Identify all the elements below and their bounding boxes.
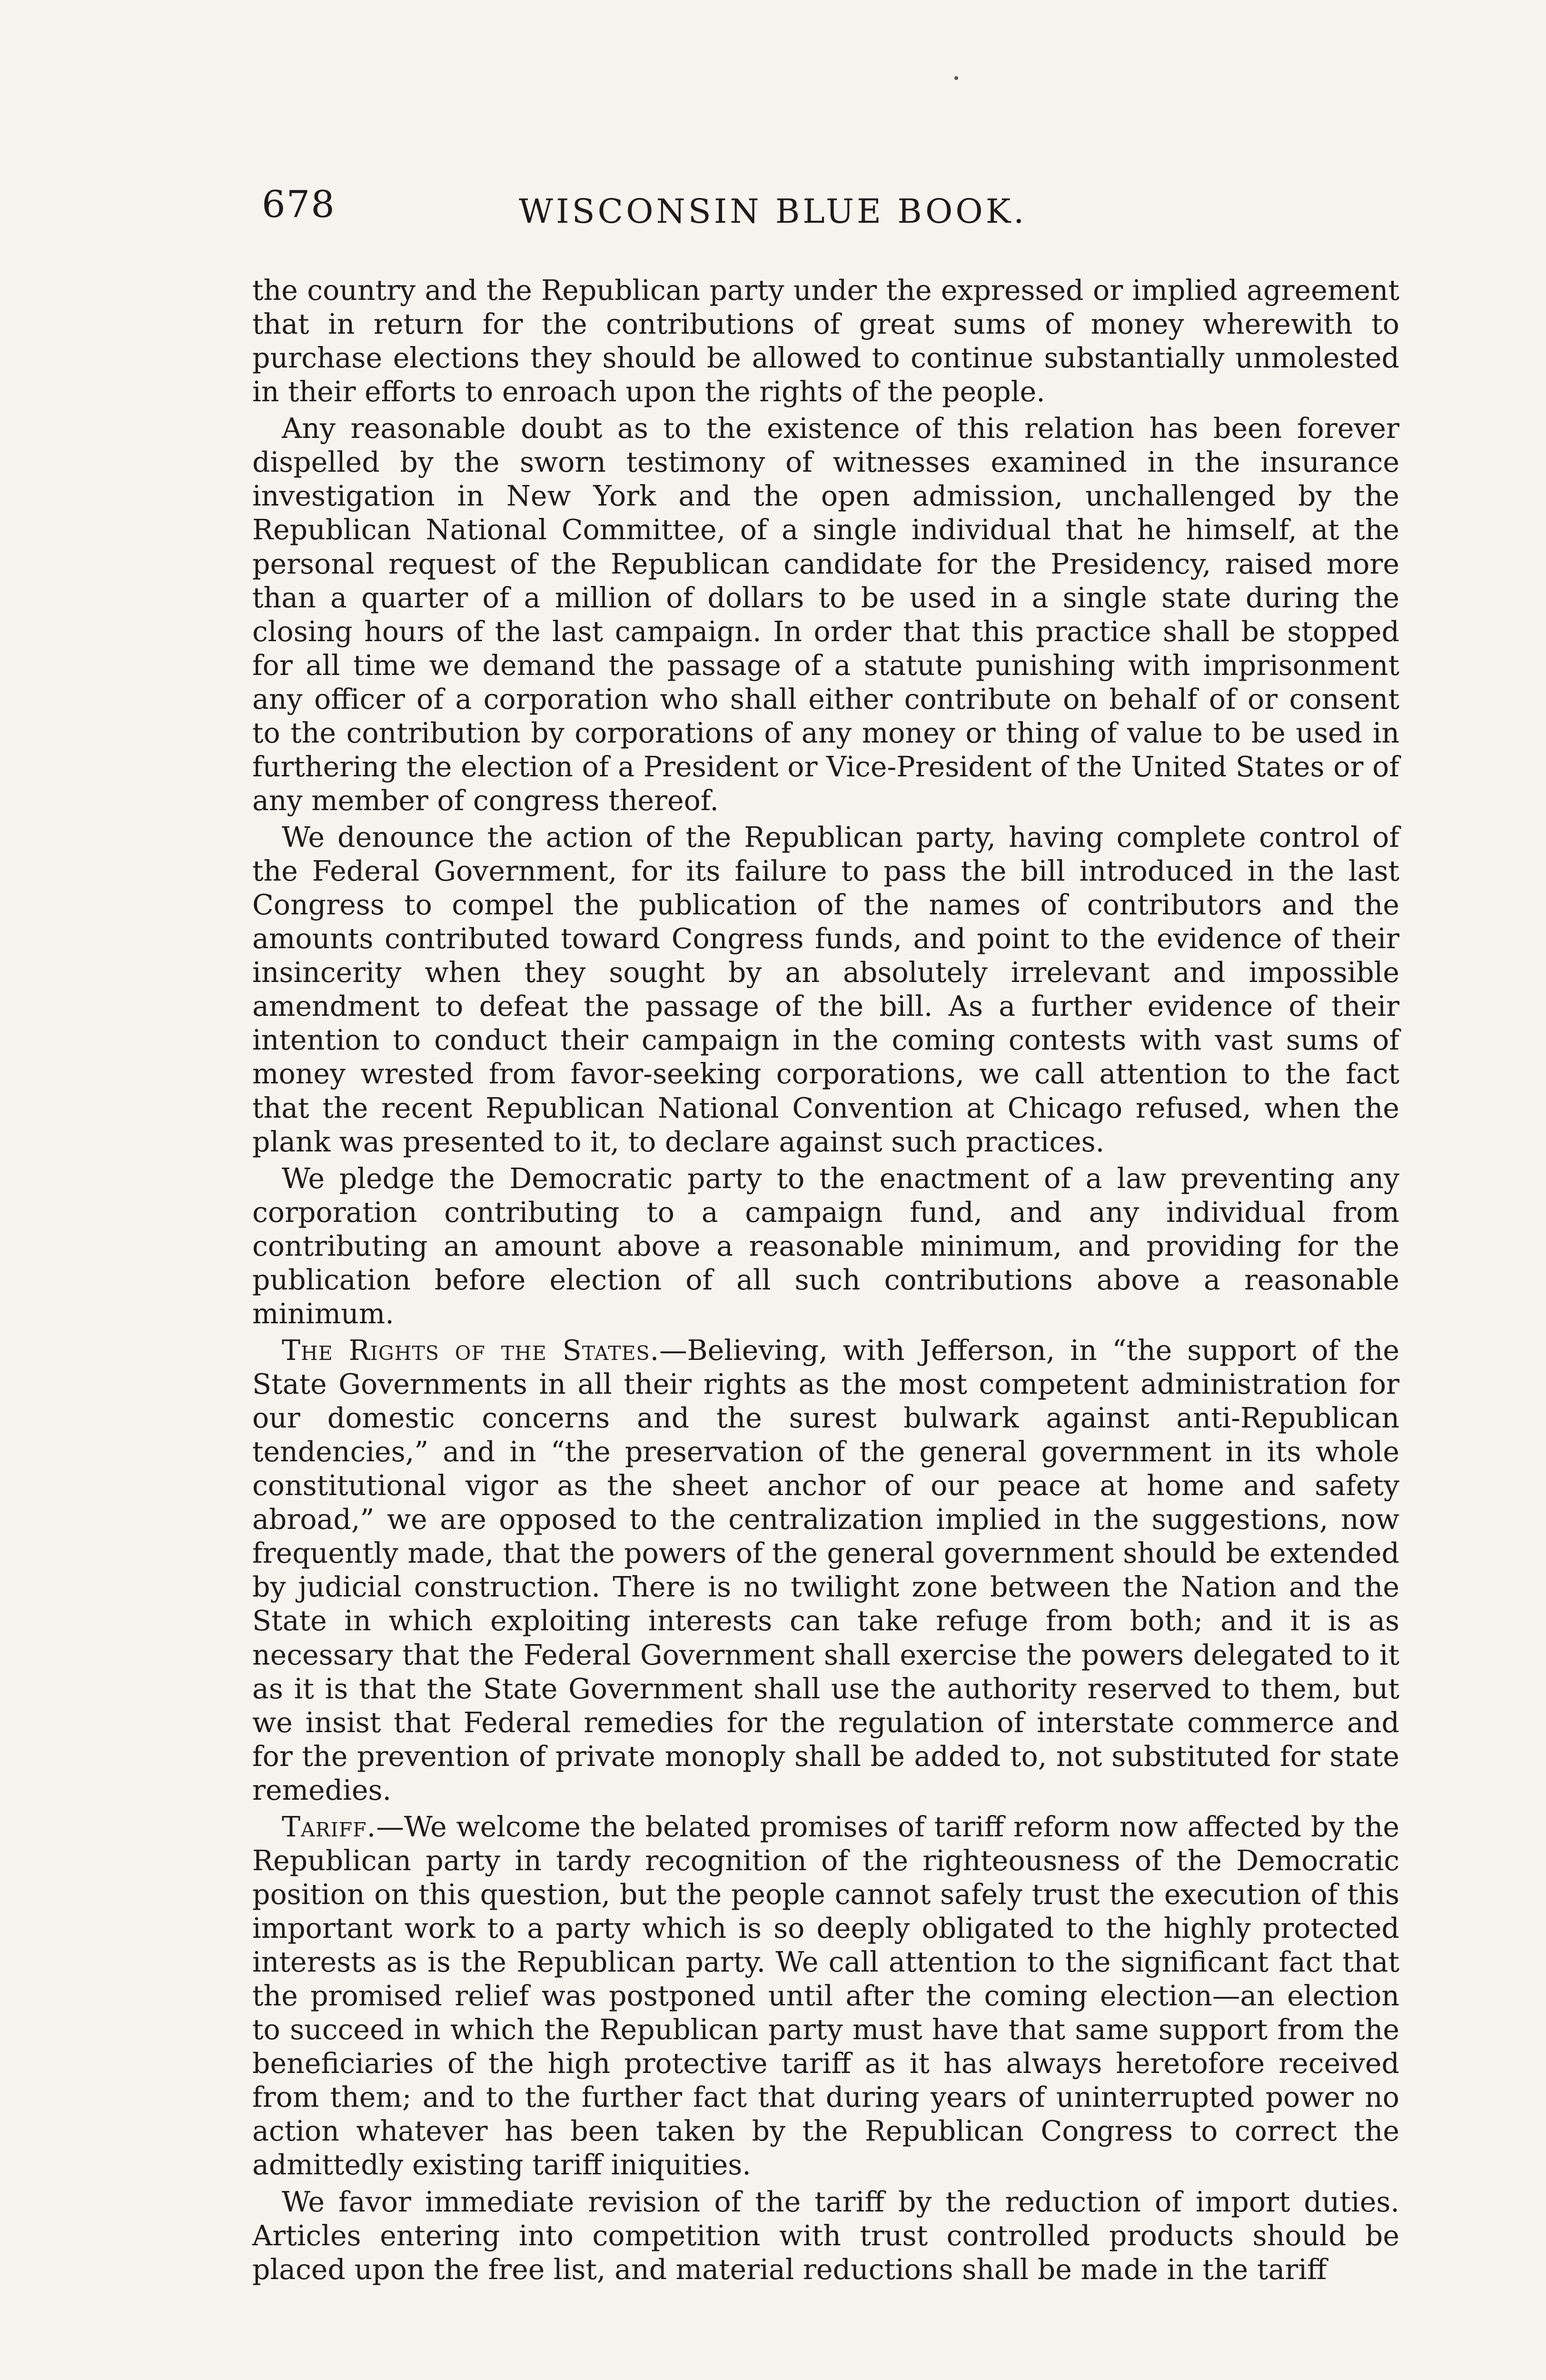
- section-heading: Tariff.: [282, 1810, 377, 1843]
- paragraph: [252, 1162, 1399, 1331]
- paragraph-text: —Believing, with Jefferson, in “the support of the State Governments in all their rights as the most competent administration for our domestic concerns and the surest bulwark against anti-Republican tendencies,” and in “the preservation of the general government in its whole constitutional vigor as the sheet anchor of our peace at home and safety abroad,” we are opposed to the centralization implied in the suggestions, now frequently made, that the powers of the general government should be extended by judicial construction. There is no twilight zone between the Nation and the State in which exploiting interests can take refuge from both; and it is as necessary that the Federal Government shall exercise the powers delegated to it as it is that the State Government shall use the authority reserved to them, but we insist that Federal remedies for the regulation of interstate commerce and for the prevention of private monoply shall be added to, not substituted for state remedies.: [252, 1334, 1399, 1806]
- paragraph-text: —We welcome the belated promises of tariff reform now affected by the Republican party in tardy recognition of the righteousness of the Democratic position on this question, but the people cannot safely trust the execution of this important work to a party which is so deeply obligated to the highly protected interests as is the Republican party. We call attention to the significant fact that the promised relief was postponed until after the coming election—an election to succeed in which the Republican party must have that same support from the beneficiaries of the high protective tariff as it has always heretofore received from them; and to the further fact that during years of uninterrupted power no action whatever has been taken by the Republican Congress to correct the admittedly existing tariff iniquities.: [252, 1810, 1399, 2182]
- print-speck: [954, 76, 958, 80]
- paragraph: [252, 412, 1399, 818]
- paragraph: [252, 821, 1399, 1159]
- running-title: WISCONSIN BLUE BOOK.: [519, 192, 1027, 231]
- paragraph-tariff: [252, 1810, 1399, 2182]
- paragraph-text: We favor immediate revision of the tariff by the reduction of import duties. Articles entering into competition with trust controlled products should be placed upon the free list, and material reductions shall be made in the tariff: [252, 2185, 1399, 2286]
- body-text: [252, 274, 1399, 2290]
- paragraph-rights-of-states: [252, 1334, 1399, 1807]
- paragraph: [252, 2185, 1399, 2287]
- paragraph-text: Any reasonable doubt as to the existence of this relation has been forever dispelled by the sworn testimony of witnesses examined in the insurance investigation in New York and the open admission, unchallenged by the Republican National Committee, of a single individual that he himself, at the personal request of the Republican candidate for the Presidency, raised more than a quarter of a million of dollars to be used in a single state during the closing hours of the last campaign. In order that this practice shall be stopped for all time we demand the passage of a statute punishing with imprisonment any officer of a corporation who shall either contribute on behalf of or consent to the contribution by corporations of any money or thing of value to be used in furthering the election of a President or Vice-President of the United States or of any member of congress thereof.: [252, 412, 1399, 817]
- paragraph-text: We pledge the Democratic party to the enactment of a law preventing any corporation contributing to a campaign fund, and any individual from contributing an amount above a reasonable minimum, and providing for the publication before election of all such contributions above a reasonable minimum.: [252, 1162, 1399, 1330]
- page-number: 678: [262, 183, 336, 226]
- paragraph-text: We denounce the action of the Republican party, having complete control of the Federal Government, for its failure to pass the bill introduced in the last Congress to compel the publication of the names of contributors and the amounts contributed toward Congress funds, and point to the evidence of their insincerity when they sought by an absolutely irrelevant and impossible amendment to defeat the passage of the bill. As a further evidence of their intention to conduct their campaign in the coming contests with vast sums of money wrested from favor-seeking corporations, we call attention to the fact that the recent Republican National Convention at Chicago refused, when the plank was presented to it, to declare against such practices.: [252, 821, 1399, 1158]
- paragraph-continued: [252, 274, 1399, 409]
- section-heading: The Rights of the States.: [282, 1334, 660, 1367]
- paragraph-text: the country and the Republican party under the expressed or implied agreement that in return for the contributions of great sums of money wherewith to purchase elections they should be allowed to continue substantially unmolested in their efforts to enroach upon the rights of the people.: [252, 274, 1399, 408]
- page-header: [262, 183, 1395, 236]
